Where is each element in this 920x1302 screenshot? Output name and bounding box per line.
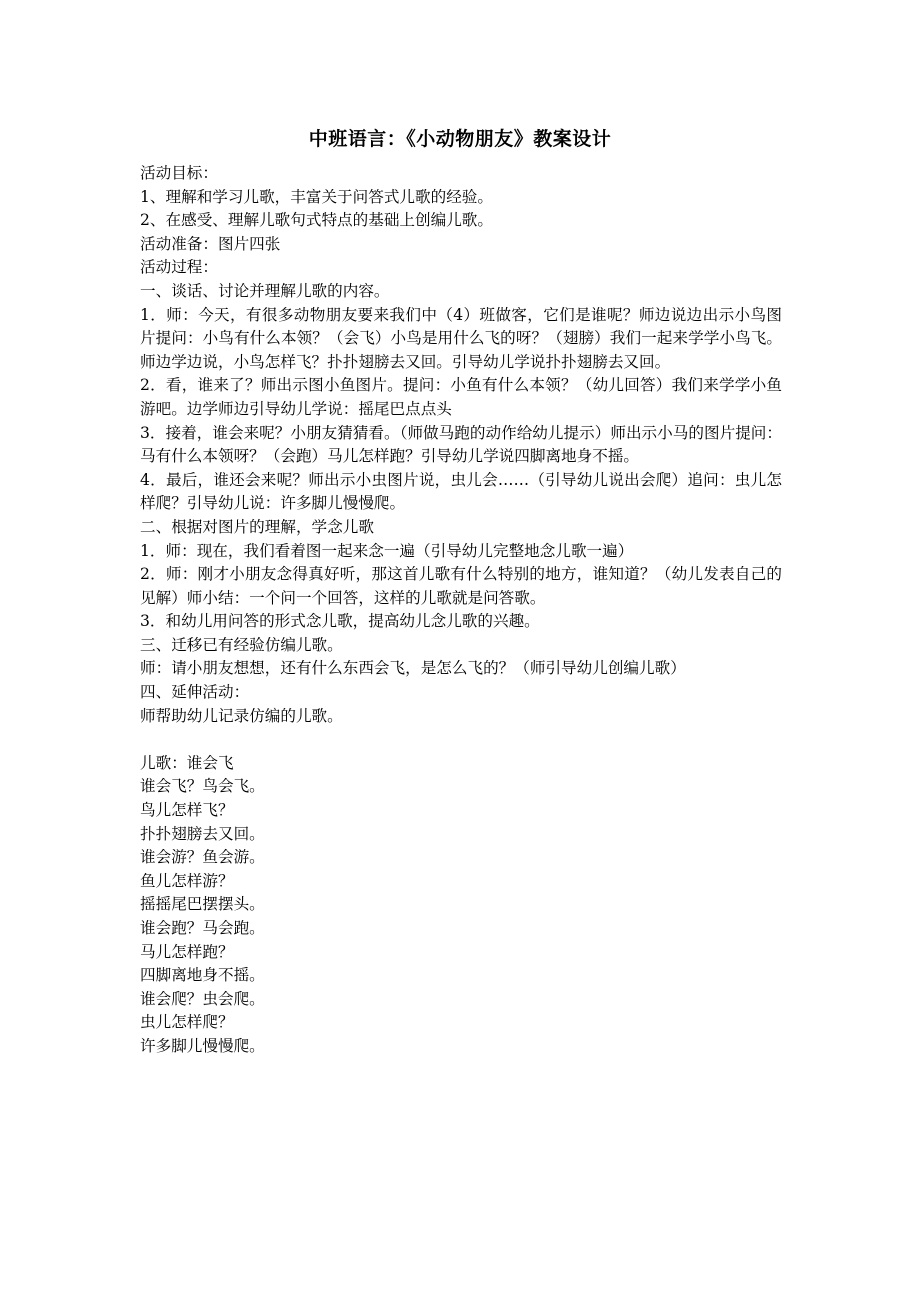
paragraph-step-1-4: 4．最后，谁还会来呢？师出示小虫图片说，虫儿会……（引导幼儿说出会爬）追问：虫儿怎样爬？引导幼儿说：许多脚儿慢慢爬。 bbox=[140, 470, 782, 513]
poem-line: 鱼儿怎样游？ bbox=[140, 871, 234, 890]
step-heading-4: 四、延伸活动： bbox=[140, 683, 250, 702]
preparation-line: 活动准备：图片四张 bbox=[140, 234, 281, 253]
paragraph-step-1-2: 2．看，谁来了？师出示图小鱼图片。提问：小鱼有什么本领？（幼儿回答）我们来学学小鱼游吧。边学师边引导幼儿学说：摇尾巴点点头 bbox=[140, 376, 782, 418]
step-heading-3: 三、迁移已有经验仿编儿歌。 bbox=[140, 635, 343, 654]
paragraph-step-1-1: 1．师：今天，有很多动物朋友要来我们中（4）班做客，它们是谁呢？师边说边出示小鸟图片提问：小鸟有什么本领？（会飞）小鸟是用什么飞的呀？（翅膀）我们一起来学学小鸟飞。师边学边说，小鸟怎样飞？扑扑翅膀去又回。引导幼儿学说扑扑翅膀去又回。 bbox=[140, 305, 782, 371]
section-heading-goals: 活动目标： bbox=[140, 164, 218, 182]
poem-line: 谁会飞？鸟会飞。 bbox=[140, 777, 265, 796]
poem-line: 摇摇尾巴摆摆头。 bbox=[140, 895, 265, 914]
poem-line: 谁会跑？马会跑。 bbox=[140, 919, 265, 937]
paragraph-step-4: 师帮助幼儿记录仿编的儿歌。 bbox=[140, 706, 343, 725]
poem-line: 扑扑翅膀去又回。 bbox=[140, 824, 265, 843]
goal-item-1: 1、理解和学习儿歌，丰富关于问答式儿歌的经验。 bbox=[140, 187, 493, 206]
paragraph-step-2-3: 3．和幼儿用问答的形式念儿歌，提高幼儿念儿歌的兴趣。 bbox=[140, 612, 540, 631]
poem-line: 鸟儿怎样飞？ bbox=[140, 801, 234, 820]
poem-line: 谁会游？鱼会游。 bbox=[140, 848, 265, 867]
document-title: 中班语言：《小动物朋友》教案设计 bbox=[308, 128, 612, 150]
step-heading-2: 二、根据对图片的理解，学念儿歌 bbox=[140, 517, 374, 536]
poem-line: 许多脚儿慢慢爬。 bbox=[140, 1036, 265, 1055]
poem-block bbox=[140, 752, 782, 1059]
poem-line: 四脚离地身不摇。 bbox=[140, 966, 265, 985]
section-heading-process: 活动过程： bbox=[140, 258, 218, 277]
poem-line: 虫儿怎样爬？ bbox=[140, 1013, 234, 1032]
document-body bbox=[140, 162, 782, 1059]
step-heading-1: 一、谈话、讨论并理解儿歌的内容。 bbox=[140, 281, 390, 300]
paragraph-step-1-3: 3．接着，谁会来呢？小朋友猜猜看。（师做马跑的动作给幼儿提示）师出示小马的图片提问：马有什么本领呀？（会跑）马儿怎样跑？引导幼儿学说四脚离地身不摇。 bbox=[140, 423, 782, 466]
goal-item-2: 2、在感受、理解儿歌句式特点的基础上创编儿歌。 bbox=[140, 211, 493, 230]
poem-title: 儿歌：谁会飞 bbox=[140, 753, 234, 772]
poem-line: 马儿怎样跑？ bbox=[140, 942, 234, 961]
paragraph-step-3: 师：请小朋友想想，还有什么东西会飞，是怎么飞的？（师引导幼儿创编儿歌） bbox=[140, 659, 686, 678]
paragraph-step-2-1: 1．师：现在，我们看着图一起来念一遍（引导幼儿完整地念儿歌一遍） bbox=[140, 541, 634, 560]
poem-line: 谁会爬？虫会爬。 bbox=[140, 989, 265, 1008]
paragraph-step-2-2: 2．师：刚才小朋友念得真好听，那这首儿歌有什么特别的地方，谁知道？（幼儿发表自己的见解）师小结：一个问一个回答，这样的儿歌就是问答歌。 bbox=[140, 565, 782, 607]
